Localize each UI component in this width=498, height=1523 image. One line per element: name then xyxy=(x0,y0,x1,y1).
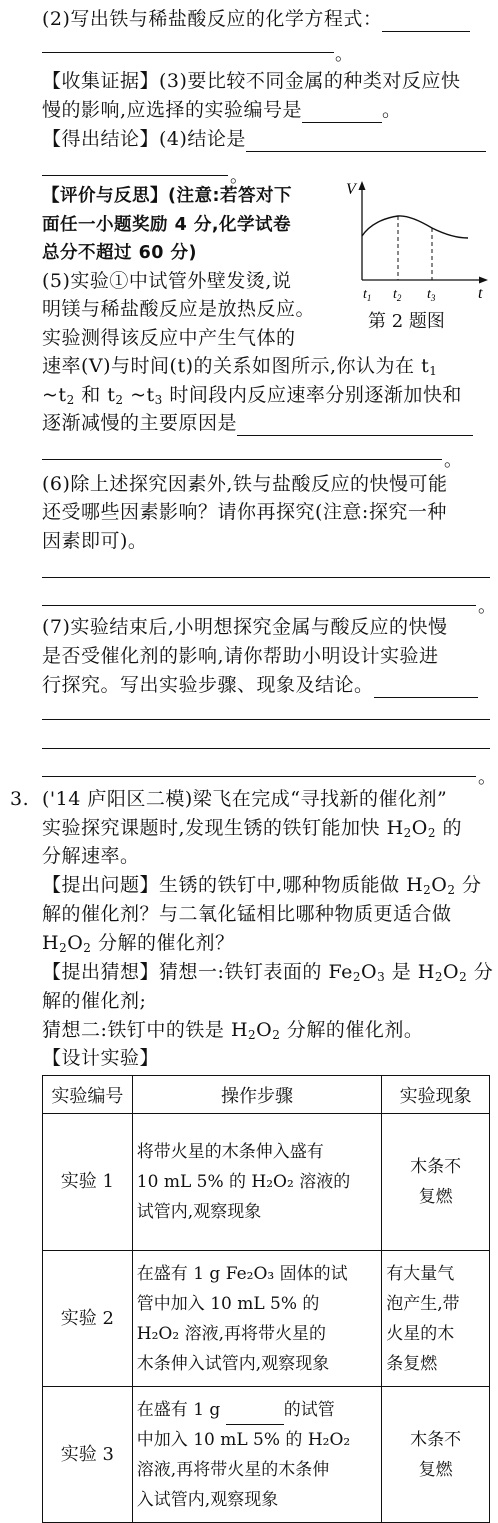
answer-blank[interactable] xyxy=(226,1408,284,1425)
text: O xyxy=(256,1019,273,1041)
answer-blank[interactable] xyxy=(374,679,478,698)
text: ~t xyxy=(42,384,67,406)
text: O xyxy=(431,874,448,896)
subscript: 2 xyxy=(447,883,456,897)
question-3-line-3: 分解速率。 xyxy=(42,845,140,867)
procedure-text: 在盛有 1 g xyxy=(136,1399,221,1420)
procedure-line: 在盛有 1 g Fe₂O₃ 固体的试 xyxy=(136,1263,348,1284)
answer-blank[interactable] xyxy=(302,104,382,123)
procedure-line: 管中加入 10 mL 5% 的 xyxy=(136,1293,320,1314)
text: 分解的催化剂？ xyxy=(91,932,235,954)
t1-label: $t_1$ xyxy=(363,287,372,303)
answer-line[interactable] xyxy=(42,52,334,53)
subscript: 2 xyxy=(403,826,412,840)
procedure-line: 入试管内,观察现象 xyxy=(136,1489,279,1510)
text: 【提出问题】生锈的铁钉中,哪种物质能做 H xyxy=(42,874,424,896)
question-7-line-1: (7)实验结束后,小明想探究金属与酸反应的快慢 xyxy=(42,616,448,638)
subscript: 2 xyxy=(59,941,68,955)
question-7-line-2: 是否受催化剂的影响,请你帮助小明设计实验进 xyxy=(42,645,439,667)
table-row xyxy=(43,1251,490,1387)
question-5-text: 逐渐减慢的主要原因是 xyxy=(42,412,238,434)
text: 分解的催化剂。 xyxy=(280,1019,424,1041)
conclusion-line xyxy=(42,126,486,152)
subscript: 3 xyxy=(154,393,163,407)
period: 。 xyxy=(382,99,402,121)
observation-line: 木条不 xyxy=(410,1429,462,1450)
subscript: 2 xyxy=(83,941,92,955)
answer-line[interactable] xyxy=(42,605,476,606)
t3-label: $t_3$ xyxy=(427,287,436,303)
question-7-text: 行探究。写出实验步骤、现象及结论。 xyxy=(42,674,374,696)
question-5-line-1: (5)实验①中试管外壁发烫,说 xyxy=(42,270,292,292)
question-5-text: 速率(V)与时间(t)的关系如图所示,你认为在 t xyxy=(42,355,430,377)
subscript: 2 xyxy=(427,826,437,840)
procedure-line: H₂O₂ 溶液,再将带火星的 xyxy=(136,1323,326,1344)
text: 和 t xyxy=(74,384,116,406)
question-3-line-4 xyxy=(42,872,482,898)
question-5-line-2: 明镁与稀盐酸反应是放热反应。 xyxy=(42,298,316,320)
procedure-cell xyxy=(132,1251,381,1387)
answer-blank[interactable] xyxy=(382,13,470,32)
conclusion-text: 【得出结论】(4)结论是 xyxy=(42,128,246,150)
answer-line[interactable] xyxy=(42,776,476,777)
question-3-line-7 xyxy=(42,959,493,985)
subscript: 2 xyxy=(352,970,361,984)
question-5-line-6 xyxy=(42,410,473,436)
rate-time-graph xyxy=(340,178,490,306)
text: 的 xyxy=(436,817,463,839)
text: O xyxy=(443,961,460,983)
rate-curve xyxy=(362,216,468,238)
text: 是 H xyxy=(385,961,435,983)
question-3-line-6 xyxy=(42,930,234,956)
y-axis-arrow xyxy=(359,181,366,190)
question-6-line-3: 因素即可)。 xyxy=(42,530,148,552)
evaluation-heading-3: 总分不超过 60 分) xyxy=(42,243,198,263)
experiment-id: 实验 1 xyxy=(43,1114,133,1251)
x-axis-label: t xyxy=(478,285,483,302)
observation-line: 复燃 xyxy=(418,1187,453,1207)
evaluation-heading-2: 面任一小题奖励 4 分,化学试卷 xyxy=(42,215,292,235)
procedure-line: 中加入 10 mL 5% 的 H₂O₂ xyxy=(136,1429,351,1450)
question-3-line-9 xyxy=(42,1017,423,1043)
header-procedure: 操作步骤 xyxy=(132,1076,381,1114)
period: 。 xyxy=(230,166,248,187)
subscript: 2 xyxy=(423,883,432,897)
subscript: 3 xyxy=(377,970,386,984)
observation-line: 火星的木 xyxy=(386,1323,455,1344)
observation-line: 有大量气 xyxy=(386,1263,455,1284)
observation-line: 条复燃 xyxy=(386,1353,438,1374)
text: 分 xyxy=(455,874,482,896)
experiment-id: 实验 2 xyxy=(43,1251,133,1387)
subscript: 2 xyxy=(66,393,75,407)
period: 。 xyxy=(444,450,462,471)
question-5-line-4 xyxy=(42,353,437,379)
procedure-line: 溶液,再将带火星的木条伸 xyxy=(136,1459,330,1480)
observation-line: 木条不 xyxy=(410,1157,462,1177)
answer-blank[interactable] xyxy=(237,417,473,436)
experiment-id: 实验 3 xyxy=(43,1387,133,1523)
collect-evidence-text: 慢的影响,应选择的实验编号是 xyxy=(42,99,303,121)
x-axis-arrow xyxy=(479,277,488,284)
observation-cell xyxy=(382,1114,490,1251)
answer-line[interactable] xyxy=(42,175,228,176)
question-2-line xyxy=(42,6,470,32)
question-3-number: 3. xyxy=(10,788,30,810)
question-6-line-2: 还受哪些因素影响？请你再探究(注意:探究一种 xyxy=(42,501,447,523)
observation-line: 泡产生,带 xyxy=(386,1293,460,1314)
text: 时间段内反应速率分别逐渐加快和 xyxy=(162,384,462,406)
text: O xyxy=(67,932,84,954)
answer-line[interactable] xyxy=(42,577,490,578)
observation-cell xyxy=(382,1251,490,1387)
question-3-line-2 xyxy=(42,815,462,841)
table-header-row xyxy=(43,1076,490,1114)
subscript: 2 xyxy=(434,970,443,984)
header-experiment-id: 实验编号 xyxy=(43,1076,133,1114)
question-3-line-1: ('14 庐阳区二模)梁飞在完成“寻找新的催化剂” xyxy=(42,788,448,810)
text: 分 xyxy=(467,961,494,983)
figure-caption: 第 2 题图 xyxy=(368,311,445,332)
text: O xyxy=(411,817,428,839)
text: H xyxy=(42,932,60,954)
answer-line[interactable] xyxy=(42,748,490,749)
answer-line[interactable] xyxy=(42,719,490,720)
answer-line[interactable] xyxy=(42,459,442,460)
question-6-line-1: (6)除上述探究因素外,铁与盐酸反应的快慢可能 xyxy=(42,473,448,495)
question-2-text: (2)写出铁与稀盐酸反应的化学方程式： xyxy=(42,8,383,30)
question-5-line-5 xyxy=(42,382,462,408)
text: 实验探究课题时,发现生锈的铁钉能加快 H xyxy=(42,817,404,839)
procedure-text: 的试管 xyxy=(283,1399,335,1420)
question-5-line-3: 实验测得该反应中产生气体的 xyxy=(42,327,296,349)
experiment-table xyxy=(42,1075,490,1523)
text: O xyxy=(360,961,378,983)
evaluation-heading-1: 【评价与反思】(注意:若答对下 xyxy=(42,186,292,206)
procedure-line: 将带火星的木条伸入盛有 xyxy=(136,1142,324,1162)
procedure-line: 木条伸入试管内,观察现象 xyxy=(136,1353,330,1374)
period: 。 xyxy=(478,596,496,617)
observation-cell xyxy=(382,1387,490,1523)
subscript: 2 xyxy=(115,393,124,407)
t2-label: $t_2$ xyxy=(393,287,402,303)
procedure-cell xyxy=(132,1114,381,1251)
collect-evidence-line-1: 【收集证据】(3)要比较不同金属的种类对反应快 xyxy=(42,70,461,92)
answer-blank[interactable] xyxy=(246,133,486,152)
question-3-line-5: 解的催化剂？与二氧化锰相比哪种物质更适合做 xyxy=(42,903,452,925)
procedure-line: 10 mL 5% 的 H₂O₂ 溶液的 xyxy=(136,1172,351,1192)
question-3-line-10: 【设计实验】 xyxy=(42,1047,160,1069)
question-3-line-8: 解的催化剂; xyxy=(42,990,147,1012)
procedure-cell xyxy=(132,1387,381,1523)
text: 猜想二:铁钉中的铁是 H xyxy=(42,1019,249,1041)
subscript: 2 xyxy=(272,1028,281,1042)
text: ~t xyxy=(123,384,155,406)
period: 。 xyxy=(335,44,353,65)
observation-line: 复燃 xyxy=(418,1459,453,1480)
header-observation: 实验现象 xyxy=(382,1076,490,1114)
subscript: 1 xyxy=(429,364,438,378)
collect-evidence-line-2 xyxy=(42,97,402,123)
period: 。 xyxy=(478,767,496,788)
table-row xyxy=(43,1114,490,1251)
table-row xyxy=(43,1387,490,1523)
text: 【提出猜想】猜想一:铁钉表面的 Fe xyxy=(42,961,353,983)
procedure-line: 试管内,观察现象 xyxy=(136,1202,262,1222)
y-axis-label: V xyxy=(346,181,356,198)
subscript: 2 xyxy=(248,1028,257,1042)
procedure-line xyxy=(137,1395,377,1425)
question-7-line-3 xyxy=(42,672,478,698)
subscript: 2 xyxy=(459,970,468,984)
